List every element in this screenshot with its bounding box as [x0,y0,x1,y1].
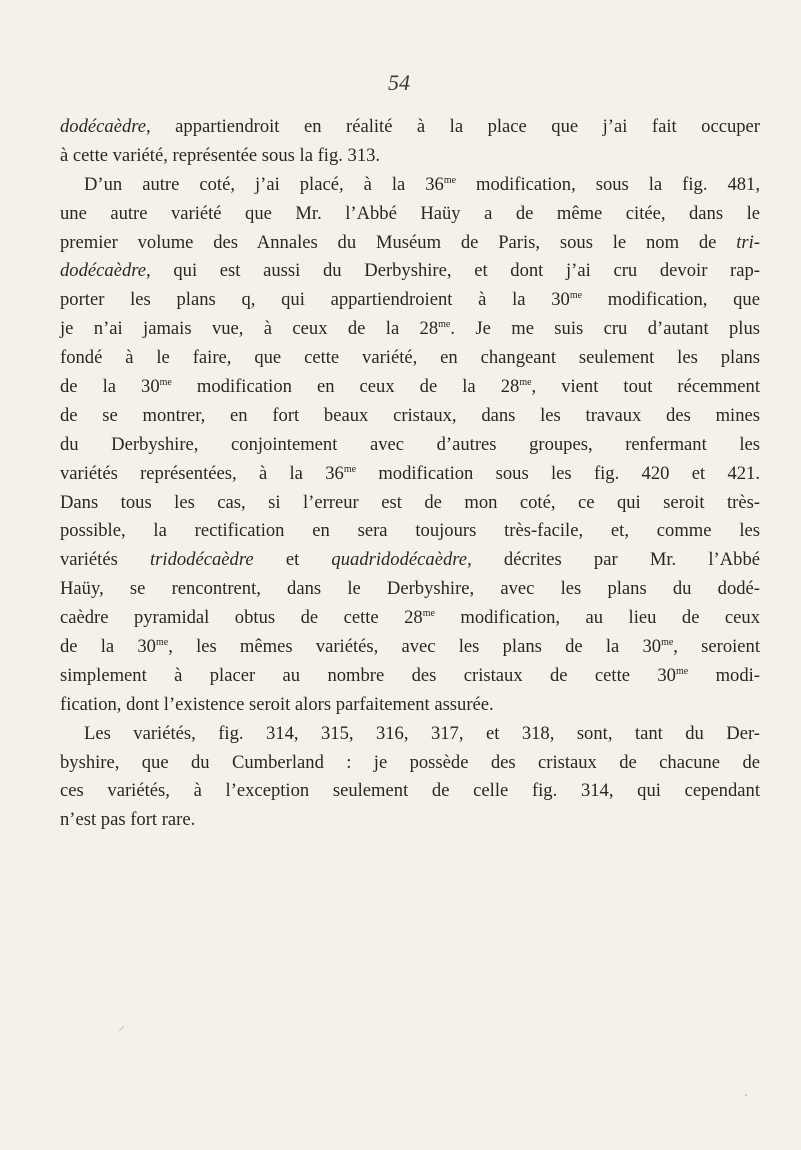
text-line: dodécaèdre, appartiendroit en réalité à la place que j’ai fait occuper [60,116,760,137]
page-number: 54 [388,70,410,95]
text-line: de la $30^{me}$, les mêmes variétés, avec les plans de la $30^{me}$, seroient [60,636,760,658]
text-line: possible, la rectification en sera toujours très-facile, et, comme les [60,520,760,542]
text-line: ces variétés, à l’exception seulement de celle fig. 314, qui cependant [60,780,760,802]
text-line: porter les plans q, qui appartiendroient à la $30^{me}$ modification, que [60,289,760,311]
text-line: dodécaèdre, qui est aussi du Derbyshire, et dont j’ai cru devoir rap- [60,260,760,282]
text-line: D’un autre coté, j’ai placé, à la $36^{me}$ modification, sous la fig. 481, [84,173,760,195]
text-line: variétés représentées, à la $36^{me}$ modification sous les fig. 420 et 421. [60,462,760,484]
text-line: simplement à placer au nombre des cristaux de cette $30^{me}$ modi- [60,664,760,686]
text-line: fondé à le faire, que cette variété, en changeant seulement les plans [60,347,760,369]
body-text [60,113,760,835]
text-line: caèdre pyramidal obtus de cette $28^{me}$ modification, au lieu de ceux [60,607,761,629]
text-line: n’est pas fort rare. [60,809,196,831]
paper-speck: · [744,1088,749,1104]
text-line: variétés tridodécaèdre et quadridodécaèdre, décrites par Mr. l’Abbé [60,549,761,571]
text-line: à cette variété, représentée sous la fig. 313. [60,144,381,166]
text-line: une autre variété que Mr. l’Abbé Haüy a de même citée, dans le [60,202,760,224]
text-line: de se montrer, en fort beaux cristaux, dans les travaux des mines [60,404,760,426]
paper-speck: ⸍ [118,1024,125,1040]
text-line: Les variétés, fig. 314, 315, 316, 317, et 318, sont, tant du Der- [84,722,760,744]
text-line: du Derbyshire, conjointement avec d’autres groupes, renfermant les [60,433,760,455]
text-line: premier volume des Annales du Muséum de Paris, sous le nom de tri- [60,231,760,253]
text-line: fication, dont l’existence seroit alors parfaitement assurée. [60,693,494,715]
text-line: Haüy, se rencontrent, dans le Derbyshire, avec les plans du dodé- [60,578,760,600]
text-line: je n’ai jamais vue, à ceux de la $28^{me}$. Je me suis cru d’autant plus [60,318,760,340]
text-line: de la $30^{me}$ modification en ceux de la $28^{me}$, vient tout récemment [60,376,760,398]
text-line: Dans tous les cas, si l’erreur est de mon coté, ce qui seroit très- [60,491,760,513]
text-line: byshire, que du Cumberland : je possède des cristaux de chacune de [60,751,760,773]
